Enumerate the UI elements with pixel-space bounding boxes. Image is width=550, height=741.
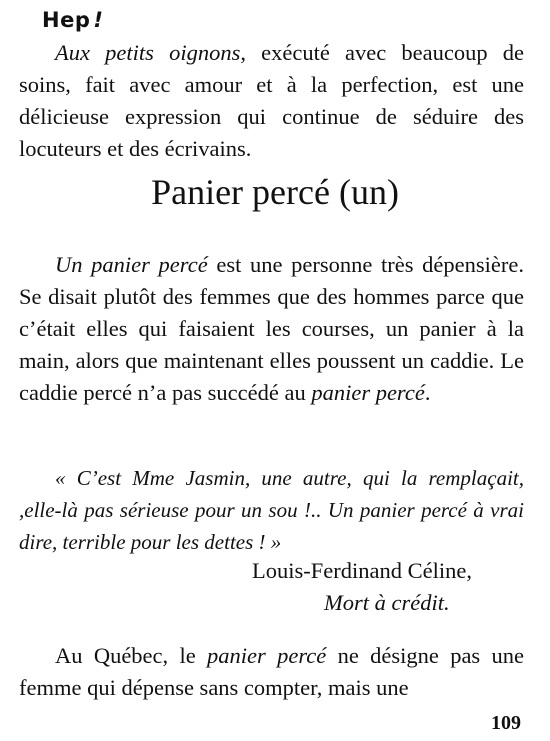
quebec-text-2: ne désigne pas une femme qui dépense sans compter, mais une — [19, 643, 524, 700]
section-marker-mark: ! — [93, 8, 104, 32]
citation-author: Louis-Ferdinand Céline, — [252, 558, 472, 583]
entry-title: Panier percé (un) — [151, 172, 399, 212]
definition-italic-end: panier percé — [311, 380, 425, 405]
page-number: 109 — [491, 712, 521, 734]
section-marker-label: Hep — [42, 8, 91, 32]
quebec-italic: panier percé — [207, 643, 327, 668]
intro-italic-lead: Aux petits oignons — [55, 40, 241, 65]
intro-paragraph — [19, 37, 524, 165]
intro-text: , exécuté avec beaucoup de soins, fait avec amour et à la perfection, est une délicieuse expression qui continue de séduire des locuteurs et des écrivains. — [19, 40, 524, 161]
definition-text: est une personne très dépensière. Se disait plutôt des femmes que des hommes parce que c’était elles qui faisaient les courses, un panier à la main, alors que maintenant elles poussent un caddie. Le caddie percé n’a pas succédé au — [19, 252, 525, 405]
definition-paragraph — [19, 249, 524, 409]
citation-work: Mort à crédit. — [324, 590, 450, 615]
definition-text-end: . — [424, 380, 431, 405]
definition-italic-lead: Un panier percé — [55, 252, 208, 277]
section-marker — [42, 8, 103, 32]
citation-quote: « C’est Mme Jasmin, une autre, qui la remplaçait, ,elle-là pas sérieuse pour un sou !.. Un panier percé à vrai dire, terrible pour les dettes ! » — [19, 466, 524, 554]
quebec-paragraph — [19, 640, 524, 704]
quebec-text-1: Au Québec, le — [55, 643, 208, 668]
